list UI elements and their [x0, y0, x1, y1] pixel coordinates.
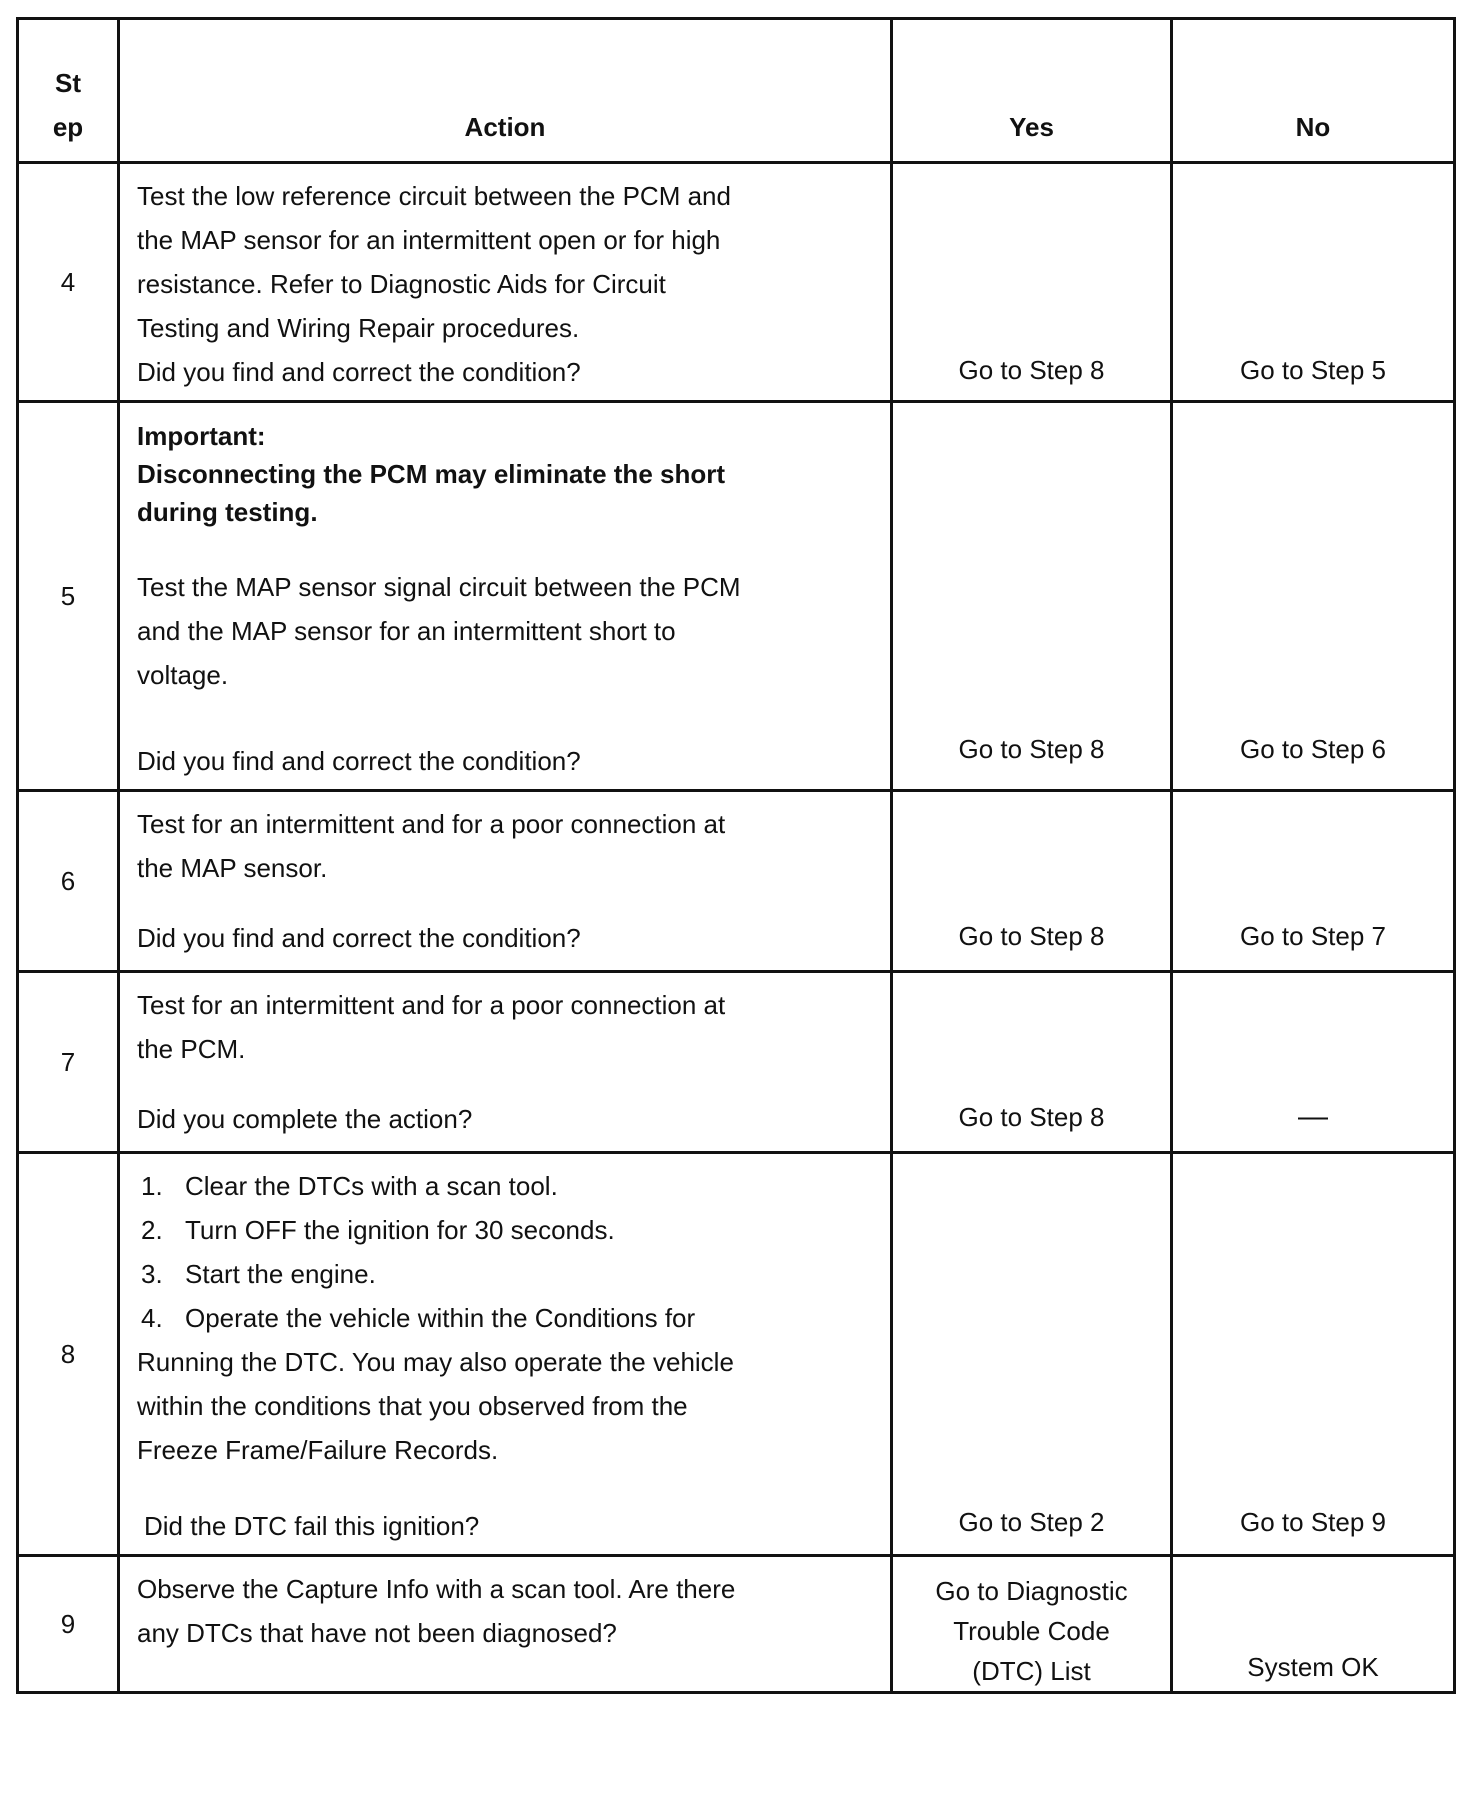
list-item: 4. Operate the vehicle within the Conditions for — [141, 1303, 696, 1333]
action-question: Did you find and correct the condition? — [137, 357, 581, 387]
step-number: 7 — [18, 972, 119, 1153]
table-row — [18, 791, 1455, 972]
table-row — [18, 402, 1455, 791]
action-cell — [119, 402, 892, 791]
action-cell — [119, 1153, 892, 1556]
action-text: Test for an intermittent and for a poor connection at the PCM. — [137, 990, 726, 1064]
table-row — [18, 972, 1455, 1153]
yes-cell: Go to Step 2 — [892, 1153, 1172, 1556]
table-row — [18, 1556, 1455, 1693]
no-cell: Go to Step 6 — [1172, 402, 1455, 791]
action-question: Did the DTC fail this ignition? — [144, 1511, 480, 1541]
yes-cell — [892, 1556, 1172, 1693]
yes-cell: Go to Step 8 — [892, 972, 1172, 1153]
header-step-line1: St — [55, 68, 81, 98]
list-item: 1. Clear the DTCs with a scan tool. — [141, 1171, 558, 1201]
action-cell — [119, 1556, 892, 1693]
yes-cell: Go to Step 8 — [892, 402, 1172, 791]
diagnostic-table — [16, 17, 1456, 1694]
action-continuation: Running the DTC. You may also operate the vehicle within the conditions that you observed from the Freeze Frame/Failure Records. — [137, 1347, 734, 1465]
step-number: 6 — [18, 791, 119, 972]
action-text: Test the MAP sensor signal circuit between the PCM and the MAP sensor for an intermittent short to voltage. — [137, 572, 741, 690]
important-label: Important: — [137, 421, 266, 451]
no-cell: Go to Step 5 — [1172, 163, 1455, 402]
header-action: Action — [119, 19, 892, 163]
action-text: Observe the Capture Info with a scan tool. Are there any DTCs that have not been diagnosed? — [137, 1574, 736, 1648]
step-number: 4 — [18, 163, 119, 402]
step-number: 9 — [18, 1556, 119, 1693]
yes-cell: Go to Step 8 — [892, 163, 1172, 402]
list-item: 2. Turn OFF the ignition for 30 seconds. — [141, 1215, 615, 1245]
header-no: No — [1172, 19, 1455, 163]
action-question: Did you find and correct the condition? — [137, 746, 581, 776]
yes-line: Go to Diagnostic — [935, 1576, 1128, 1606]
header-step-line2: ep — [52, 112, 84, 142]
yes-cell: Go to Step 8 — [892, 791, 1172, 972]
header-step — [18, 19, 119, 163]
action-question: Did you complete the action? — [137, 1104, 473, 1134]
yes-line: Trouble Code — [953, 1616, 1110, 1646]
table-row — [18, 163, 1455, 402]
table-row — [18, 1153, 1455, 1556]
no-cell: System OK — [1172, 1556, 1455, 1693]
step-number: 5 — [18, 402, 119, 791]
no-cell: Go to Step 9 — [1172, 1153, 1455, 1556]
yes-line: (DTC) List — [972, 1656, 1091, 1686]
action-cell — [119, 163, 892, 402]
action-text: Test the low reference circuit between the PCM and the MAP sensor for an intermittent open or for high resistance. Refer to Diagnostic Aids for Circuit Testing and Wiring Repair procedures. — [137, 181, 731, 343]
action-cell — [119, 972, 892, 1153]
action-cell — [119, 791, 892, 972]
no-cell: — — [1172, 972, 1455, 1153]
list-item: 3. Start the engine. — [141, 1259, 376, 1289]
no-cell: Go to Step 7 — [1172, 791, 1455, 972]
action-question: Did you find and correct the condition? — [137, 923, 581, 953]
header-yes: Yes — [892, 19, 1172, 163]
header-row — [18, 19, 1455, 163]
action-text: Test for an intermittent and for a poor connection at the MAP sensor. — [137, 809, 726, 883]
step-number: 8 — [18, 1153, 119, 1556]
important-text: Disconnecting the PCM may eliminate the short during testing. — [137, 459, 725, 527]
